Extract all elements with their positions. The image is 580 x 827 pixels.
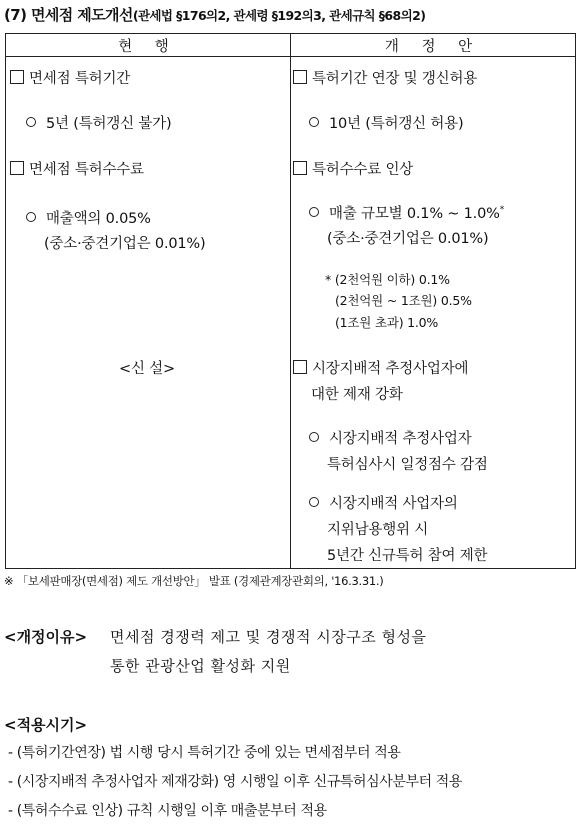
- proposed-column: [291, 57, 576, 569]
- current-item-license-fee-label: 면세점 특허수수료: [29, 162, 144, 178]
- footnote-asterisk: *: [499, 205, 505, 215]
- proposed-sanction-sub2-line3: 5년간 신규특허 참여 제한: [327, 548, 488, 564]
- checkbox-square-icon: [293, 70, 307, 84]
- circle-bullet-icon: [309, 207, 319, 217]
- apply-line-sanction: - (시장지배적 추정사업자 제재강화) 영 시행일 이후 신규특허심사분부터 적용: [8, 774, 463, 790]
- circle-bullet-icon: [309, 117, 319, 127]
- header-proposed: 개 정 안: [291, 34, 576, 57]
- proposed-item-license-extension: [293, 67, 477, 88]
- current-license-fee-detail-text: 매출액의 0.05%: [46, 211, 151, 227]
- current-item-license-period: [10, 67, 130, 88]
- checkbox-square-icon: [293, 161, 307, 175]
- section-title-legal-reference: (관세법 §176의2, 관세령 §192의3, 관세규칙 §68의2): [132, 8, 426, 23]
- checkbox-square-icon: [293, 360, 307, 374]
- reason-text-line1: 면세점 경쟁력 제고 및 경쟁적 시장구조 형성을: [110, 628, 427, 646]
- proposed-sanction-sub2-text: 시장지배적 사업자의: [329, 496, 458, 512]
- circle-bullet-icon: [309, 497, 319, 507]
- proposed-license-extension-detail: [309, 112, 463, 133]
- current-license-fee-sme-note: (중소·중견기업은 0.01%): [44, 236, 206, 252]
- reason-text-line2: 통한 관광산업 활성화 지원: [110, 657, 291, 675]
- header-current: 현 행: [6, 34, 291, 57]
- current-item-license-period-label: 면세점 특허기간: [29, 71, 131, 87]
- checkbox-square-icon: [10, 161, 24, 175]
- announcement-note: ※ 「보세판매장(면세점) 제도 개선방안」 발표 (경제관계장관회의, '16.3.31.): [4, 574, 384, 588]
- current-new-provision-label: <신 설>: [119, 361, 175, 377]
- proposed-fee-sme-note: (중소·중견기업은 0.01%): [327, 231, 489, 247]
- circle-bullet-icon: [309, 432, 319, 442]
- proposed-sanction-sub1-line2: 특허심사시 일정점수 감점: [327, 457, 488, 473]
- proposed-item-sanction-label: 시장지배적 추정사업자에: [312, 361, 469, 377]
- fee-tier-note-2: (2천억원 ~ 1조원) 0.5%: [335, 293, 472, 308]
- current-column: [6, 57, 291, 569]
- proposed-item-fee-increase-label: 특허수수료 인상: [312, 162, 414, 178]
- proposed-item-sanction: [293, 357, 468, 378]
- proposed-sanction-sub2-line2: 지위남용행위 시: [327, 522, 429, 538]
- proposed-fee-detail-text: 매출 규모별 0.1% ~ 1.0%: [329, 206, 500, 222]
- circle-bullet-icon: [26, 212, 36, 222]
- comparison-table: [5, 33, 576, 569]
- proposed-item-sanction-line2: 대한 제재 강화: [311, 387, 403, 403]
- fee-tier-note-3: (1조원 초과) 1.0%: [335, 315, 439, 330]
- proposed-sanction-sub2: [309, 492, 458, 513]
- current-item-license-fee: [10, 158, 144, 179]
- current-license-period-detail: [26, 112, 171, 133]
- current-license-fee-detail: [26, 207, 151, 228]
- apply-line-license-extension: - (특허기간연장) 법 시행 당시 특허기간 중에 있는 면세점부터 적용: [8, 745, 401, 761]
- fee-tier-note-1: * (2천억원 이하) 0.1%: [325, 272, 450, 287]
- proposed-item-license-extension-label: 특허기간 연장 및 갱신허용: [312, 71, 478, 87]
- circle-bullet-icon: [26, 117, 36, 127]
- section-title: [4, 4, 425, 25]
- proposed-item-fee-increase: [293, 158, 413, 179]
- current-license-period-detail-text: 5년 (특허갱신 불가): [46, 116, 172, 132]
- proposed-sanction-sub1: [309, 427, 471, 448]
- proposed-sanction-sub1-text: 시장지배적 추정사업자: [329, 431, 472, 447]
- proposed-license-extension-detail-text: 10년 (특허갱신 허용): [329, 116, 464, 132]
- section-title-main: (7) 면세점 제도개선: [4, 6, 133, 24]
- proposed-fee-detail: [309, 202, 504, 223]
- apply-period-title: <적용시기>: [4, 716, 88, 734]
- apply-line-fee-increase: - (특허수수료 인상) 규칙 시행일 이후 매출분부터 적용: [8, 803, 327, 819]
- checkbox-square-icon: [10, 70, 24, 84]
- reason-label: <개정이유>: [4, 628, 88, 646]
